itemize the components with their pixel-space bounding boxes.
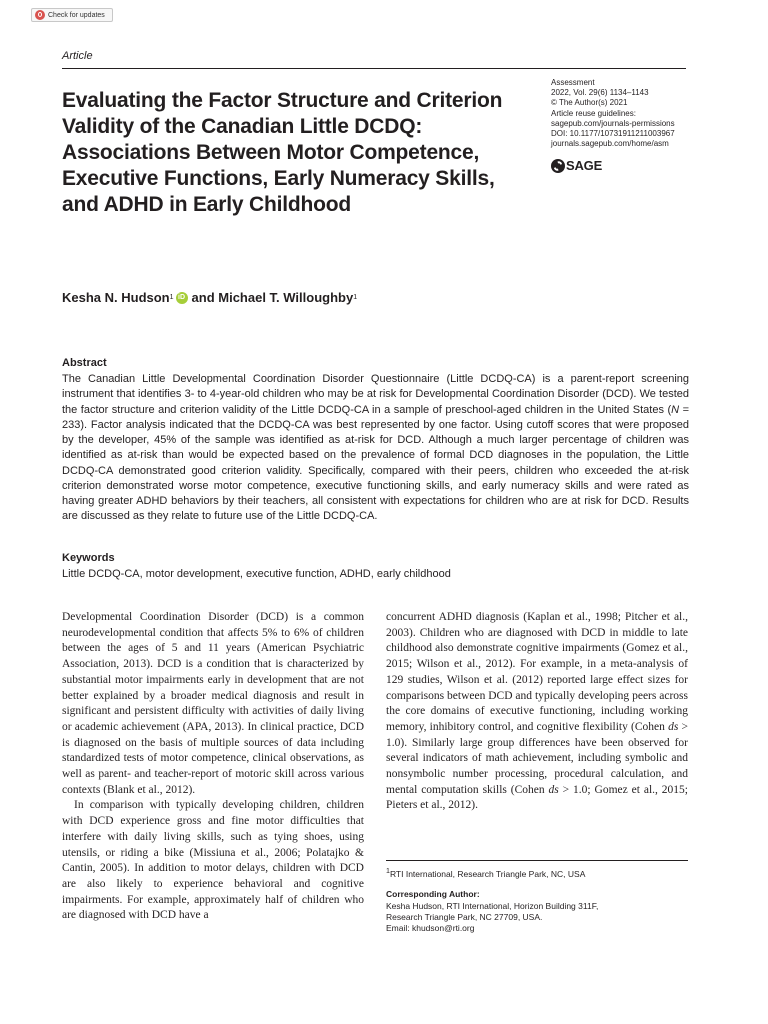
email-link[interactable]: Email: khudson@rti.org <box>386 923 475 933</box>
publisher-name: SAGE <box>566 158 603 173</box>
footnote-divider <box>386 860 688 861</box>
header-divider <box>62 68 686 69</box>
article-type-label: Article <box>62 50 93 62</box>
keywords-heading: Keywords <box>62 552 115 564</box>
paper-title: Evaluating the Factor Structure and Criterion Validity of the Canadian Little DCDQ: Associations Between Motor Competence, Executive Functions, Early Numeracy Skills, and ADHD in Early Childhood <box>62 89 503 216</box>
body-column-right <box>386 610 688 814</box>
corresponding-author-details: Kesha Hudson, RTI International, Horizon Building 311F, Research Triangle Park, NC 27709, USA. Email: khudson@rti.org <box>386 901 688 934</box>
keywords-list: Little DCDQ-CA, motor development, executive function, ADHD, early childhood <box>62 568 451 580</box>
permissions-link[interactable]: sagepub.com/journals-permissions <box>551 118 675 128</box>
journal-name: Assessment <box>551 78 595 87</box>
affiliation-marker: 1 <box>169 294 174 301</box>
affiliation-marker-2: 1 <box>353 294 358 301</box>
abstract-heading: Abstract <box>62 357 107 369</box>
corresponding-author-heading: Corresponding Author: <box>386 889 480 899</box>
copyright: © The Author(s) 2021 <box>551 98 628 108</box>
journal-metadata <box>551 78 691 149</box>
reuse-guidelines: Article reuse guidelines: <box>551 108 636 118</box>
affiliation-footnote: $^1$RTI International, Research Triangle Park, NC, USA <box>386 867 586 879</box>
body-paragraph: Developmental Coordination Disorder (DCD) is a common neurodevelopmental condition that affects 5% to 6% of children between the ages of 5 and 11 years (American Psychiatric Association, 2013). DCD is a condition that is characterized by substantial motor impairments early in development that are not better explained by a broader medical diagnosis and result in significant and persistent difficulty with activities of daily living or academic achievement (APA, 2013). In clinical practice, DCD is diagnosed on the basis of multiple sources of data including standardized tests of motor competence, clinical observations, as well as parent- and teacher-report of motoric skill across various contexts (Blank et al., 2012). <box>62 611 364 796</box>
journal-volume: 2022, Vol. 29(6) 1134–1143 <box>551 88 649 98</box>
check-for-updates-button[interactable] <box>31 8 113 22</box>
author-name-2[interactable]: and Michael T. Willoughby <box>191 290 354 305</box>
check-for-updates-label: Check for updates <box>48 11 105 19</box>
publisher-logo <box>551 158 602 173</box>
doi-link[interactable]: DOI: 10.1177/10731911211003967 <box>551 129 675 139</box>
abstract-text: The Canadian Little Developmental Coordination Disorder Questionnaire (Little DCDQ-CA) is a parent-report screening instrument that identifies 3- to 4-year-old children who may be at risk for Developmental Coordination Disorder (DCD). We tested the factor structure and criterion validity of the Little DCDQ-CA in a sample of preschool-aged children in the United States (N = 233). Factor analysis indicated that the DCDQ-CA was best represented by one factor. Using cutoff scores that were proposed by the developer, 45% of the sample was identified as at-risk for DCD. Although a much larger percentage of children was identified as at-risk than would be expected based on the prevalence of formal DCD diagnoses in the population, the Little DCDQ-CA demonstrated good criterion validity. Specifically, compared with their peers, children who exceeded the at-risk criterion demonstrated worse motor competence, executive functioning skills, and early numeracy skills and were rated as having greater ADHD behaviors by their teachers, all consistent with expectations for children who are at risk for DCD. Results are discussed as they relate to future use of the Little DCDQ-CA. <box>62 373 689 523</box>
orcid-icon[interactable]: iD <box>176 292 188 304</box>
body-column-left <box>62 610 364 924</box>
author-list <box>62 290 357 305</box>
journal-homepage-link[interactable]: journals.sagepub.com/home/asm <box>551 139 669 149</box>
author-name[interactable]: Kesha N. Hudson <box>62 290 170 305</box>
body-paragraph: concurrent ADHD diagnosis (Kaplan et al., 1998; Pitcher et al., 2003). Children who are diagnosed with DCD in middle to late childhood also demonstrate cognitive impairments (Gomez et al., 2015; Wilson et al., 2012). For example, in a meta-analysis of 129 studies, Wilson et al. (2012) reported large effect sizes for comparisons between DCD and typically developing peers across the core domains of executive functioning, including working memory, inhibitory control, and cognitive flexibility (Cohen ds > 1.0). Similarly large group differences have been observed for several indicators of math achievement, including symbolic and nonsymbolic number processing, procedural calculation, and mental computation skills (Cohen ds > 1.0; Gomez et al., 2015; Pieters et al., 2012). <box>386 611 688 812</box>
update-icon <box>35 10 45 20</box>
sage-logo-icon <box>551 159 565 173</box>
body-paragraph: In comparison with typically developing children, children with DCD experience gross and fine motor difficulties that interfere with daily living skills, such as tying shoes, using utensils, or riding a bike (Missiuna et al., 2006; Polatajko & Cantin, 2005). In addition to motor delays, children with DCD are also likely to experience behavioral and cognitive impairments. For example, approximately half of children who are diagnosed with DCD have a <box>62 799 364 922</box>
